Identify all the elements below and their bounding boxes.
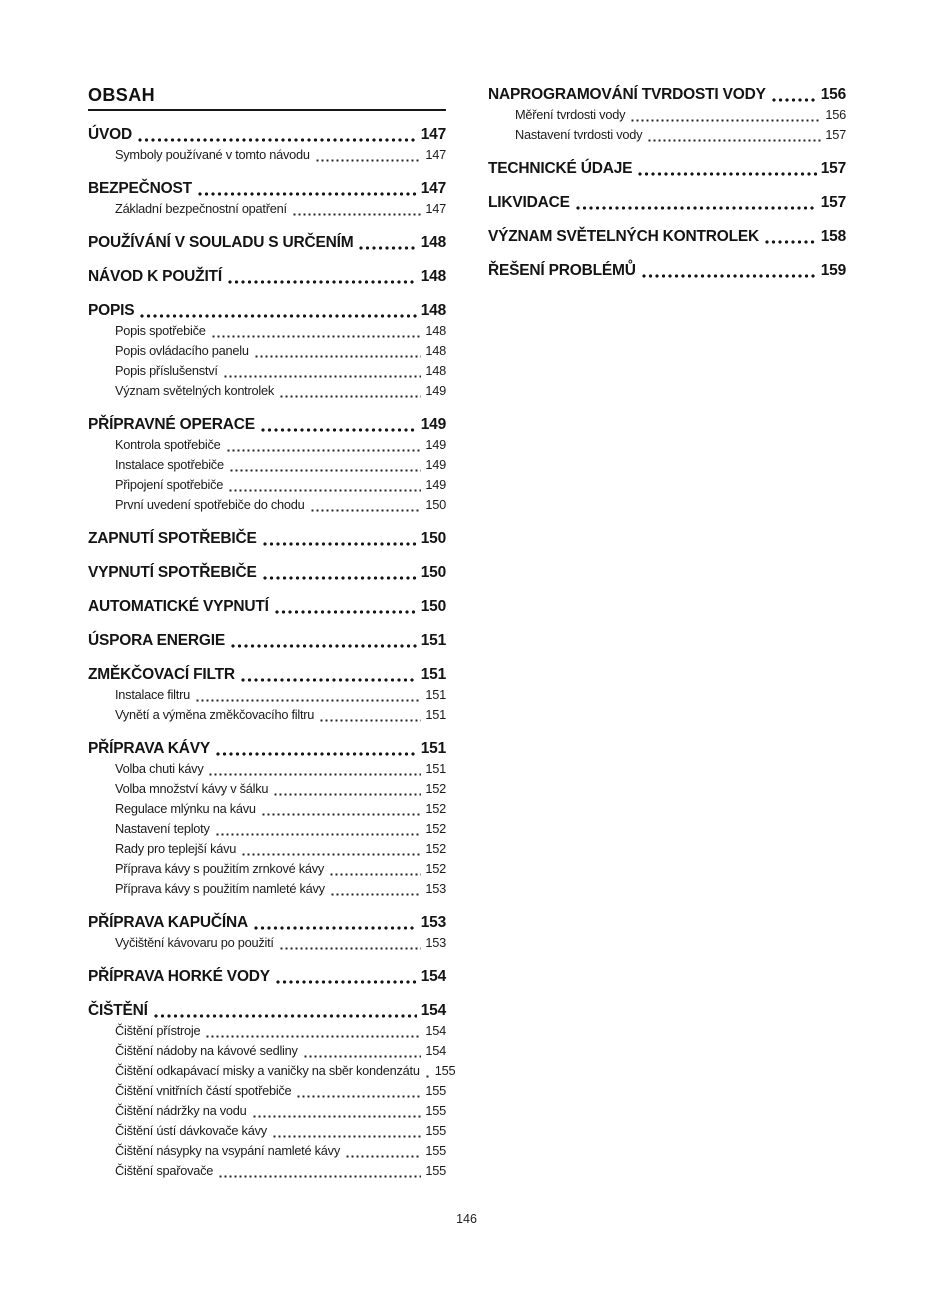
toc-subentry-page: 155 bbox=[434, 1063, 456, 1078]
dot-leader bbox=[330, 873, 421, 876]
toc-entry bbox=[88, 529, 446, 549]
toc-subentry bbox=[88, 859, 446, 879]
toc-entry bbox=[488, 193, 846, 213]
toc-subentry bbox=[88, 495, 446, 515]
toc-entry-title: ZMĚKČOVACÍ FILTR bbox=[88, 666, 235, 683]
dot-leader bbox=[273, 1135, 422, 1138]
toc-subentry-title: Popis příslušenství bbox=[115, 363, 218, 378]
toc-section bbox=[88, 267, 446, 287]
dot-leader bbox=[228, 280, 417, 284]
dot-leader bbox=[255, 355, 422, 358]
toc-subentry-page: 153 bbox=[425, 935, 446, 950]
toc-entry-title: ÚVOD bbox=[88, 126, 132, 143]
toc-subentry bbox=[88, 199, 446, 219]
toc-section bbox=[88, 415, 446, 515]
toc-subentry-page: 152 bbox=[425, 801, 446, 816]
toc-section bbox=[88, 967, 446, 987]
toc-section bbox=[88, 597, 446, 617]
toc-entry-title: VYPNUTÍ SPOTŘEBIČE bbox=[88, 564, 257, 581]
dot-leader bbox=[304, 1055, 422, 1058]
dot-leader bbox=[230, 469, 422, 472]
toc-subentry-title: Čištění nádržky na vodu bbox=[115, 1103, 247, 1118]
toc-entry-page: 150 bbox=[420, 530, 446, 547]
dot-leader bbox=[648, 139, 821, 142]
dot-leader bbox=[219, 1175, 421, 1178]
dot-leader bbox=[276, 980, 417, 984]
toc-entry-page: 156 bbox=[820, 86, 846, 103]
toc-subentry-title: Kontrola spotřebiče bbox=[115, 437, 221, 452]
toc-subentry-page: 152 bbox=[425, 821, 446, 836]
toc-subentry-page: 154 bbox=[425, 1023, 446, 1038]
toc-section bbox=[88, 1001, 456, 1181]
dot-leader bbox=[206, 1035, 421, 1038]
dot-leader bbox=[280, 947, 422, 950]
toc-subentry-title: Čištění ústí dávkovače kávy bbox=[115, 1123, 267, 1138]
toc-subentry-page: 152 bbox=[425, 781, 446, 796]
toc-section bbox=[88, 529, 446, 549]
toc-entry bbox=[88, 739, 446, 759]
toc-subentry-title: Volba chuti kávy bbox=[115, 761, 204, 776]
toc-subentry-title: První uvedení spotřebiče do chodu bbox=[115, 497, 305, 512]
toc-entry-title: AUTOMATICKÉ VYPNUTÍ bbox=[88, 598, 269, 615]
toc-subentry bbox=[88, 435, 446, 455]
toc-right-column bbox=[488, 85, 846, 281]
dot-leader bbox=[242, 853, 421, 856]
toc-subentry-page: 150 bbox=[425, 497, 446, 512]
toc-entry-page: 154 bbox=[420, 968, 446, 985]
toc-entry-title: NÁVOD K POUŽITÍ bbox=[88, 268, 222, 285]
toc-subentry-title: Symboly používané v tomto návodu bbox=[115, 147, 310, 162]
dot-leader bbox=[140, 314, 416, 318]
toc-subentry-page: 148 bbox=[425, 343, 446, 358]
toc-entry-page: 157 bbox=[820, 194, 846, 211]
dot-leader bbox=[138, 138, 417, 142]
dot-leader bbox=[426, 1075, 431, 1078]
dot-leader bbox=[311, 509, 422, 512]
toc-subentry-page: 152 bbox=[425, 861, 446, 876]
toc-entry-title: ZAPNUTÍ SPOTŘEBIČE bbox=[88, 530, 257, 547]
toc-subentry-page: 153 bbox=[425, 881, 446, 896]
toc-subentry bbox=[88, 1121, 446, 1141]
toc-subentry bbox=[88, 341, 446, 361]
toc-entry-title: POPIS bbox=[88, 302, 135, 319]
toc-subentry-page: 148 bbox=[425, 323, 446, 338]
dot-leader bbox=[224, 375, 422, 378]
toc-subentry-page: 149 bbox=[425, 477, 446, 492]
toc-entry-title: TECHNICKÉ ÚDAJE bbox=[488, 160, 633, 177]
toc-subentry-page: 154 bbox=[425, 1043, 446, 1058]
toc-subentry bbox=[88, 685, 446, 705]
toc-section bbox=[488, 159, 846, 179]
toc-subentry bbox=[88, 839, 446, 859]
toc-subentry-page: 149 bbox=[425, 437, 446, 452]
dot-leader bbox=[293, 213, 422, 216]
toc-section bbox=[88, 233, 446, 253]
dot-leader bbox=[359, 246, 416, 250]
toc-subentry-page: 151 bbox=[425, 761, 446, 776]
toc-subentry bbox=[488, 125, 846, 145]
toc-subentry bbox=[88, 381, 446, 401]
toc-subentry bbox=[488, 105, 846, 125]
toc-entry-page: 148 bbox=[420, 268, 446, 285]
toc-subentry bbox=[88, 475, 446, 495]
toc-list-right bbox=[488, 85, 846, 281]
toc-subentry-title: Vyčištění kávovaru po použití bbox=[115, 935, 274, 950]
toc-subentry bbox=[88, 455, 446, 475]
dot-leader bbox=[346, 1155, 421, 1158]
toc-entry bbox=[88, 597, 446, 617]
toc-subentry-title: Připojení spotřebiče bbox=[115, 477, 224, 492]
toc-subentry bbox=[88, 1061, 456, 1081]
toc-entry bbox=[88, 125, 446, 145]
toc-entry-title: PŘÍPRAVA KAPUČÍNA bbox=[88, 914, 248, 931]
toc-entry-page: 159 bbox=[820, 262, 846, 279]
dot-leader bbox=[631, 119, 821, 122]
dot-leader bbox=[638, 172, 816, 176]
dot-leader bbox=[576, 206, 817, 210]
toc-entry bbox=[488, 227, 846, 247]
toc-subentry bbox=[88, 1161, 446, 1181]
toc-section bbox=[488, 227, 846, 247]
toc-entry-title: ČIŠTĚNÍ bbox=[88, 1002, 148, 1019]
dot-leader bbox=[261, 428, 417, 432]
toc-subentry-title: Základní bezpečnostní opatření bbox=[115, 201, 287, 216]
toc-subentry-title: Čištění spařovače bbox=[115, 1163, 214, 1178]
toc-section bbox=[488, 193, 846, 213]
dot-leader bbox=[772, 98, 817, 102]
toc-subentry-title: Volba množství kávy v šálku bbox=[115, 781, 269, 796]
toc-subentry bbox=[88, 361, 446, 381]
toc-entry bbox=[88, 563, 446, 583]
toc-section bbox=[88, 125, 446, 165]
toc-subentry-title: Regulace mlýnku na kávu bbox=[115, 801, 256, 816]
dot-leader bbox=[320, 719, 421, 722]
toc-subentry-title: Význam světelných kontrolek bbox=[115, 383, 274, 398]
toc-section bbox=[488, 85, 846, 145]
dot-leader bbox=[642, 274, 817, 278]
toc-subentry-title: Čištění přístroje bbox=[115, 1023, 201, 1038]
toc-subentry-title: Čištění vnitřních částí spotřebiče bbox=[115, 1083, 292, 1098]
dot-leader bbox=[263, 542, 417, 546]
dot-leader bbox=[297, 1095, 421, 1098]
toc-subentry bbox=[88, 779, 446, 799]
dot-leader bbox=[241, 678, 417, 682]
toc-section bbox=[88, 563, 446, 583]
dot-leader bbox=[154, 1014, 417, 1018]
toc-entry-title: NAPROGRAMOVÁNÍ TVRDOSTI VODY bbox=[488, 86, 766, 103]
toc-subentry-page: 149 bbox=[425, 457, 446, 472]
toc-entry-title: VÝZNAM SVĚTELNÝCH KONTROLEK bbox=[488, 228, 760, 245]
toc-subentry-title: Příprava kávy s použitím namleté kávy bbox=[115, 881, 325, 896]
toc-entry bbox=[88, 267, 446, 287]
dot-leader bbox=[216, 752, 417, 756]
dot-leader bbox=[231, 644, 417, 648]
toc-subentry-page: 155 bbox=[425, 1083, 446, 1098]
dot-leader bbox=[209, 773, 421, 776]
toc-section bbox=[88, 665, 446, 725]
toc-subentry-title: Nastavení teploty bbox=[115, 821, 210, 836]
toc-entry-title: PŘÍPRAVA KÁVY bbox=[88, 740, 210, 757]
toc-entry-page: 151 bbox=[420, 666, 446, 683]
toc-entry bbox=[88, 415, 446, 435]
dot-leader bbox=[263, 576, 417, 580]
toc-subentry-title: Nastavení tvrdosti vody bbox=[515, 127, 643, 142]
toc-section bbox=[488, 261, 846, 281]
toc-subentry-title: Popis ovládacího panelu bbox=[115, 343, 249, 358]
toc-subentry-title: Příprava kávy s použitím zrnkové kávy bbox=[115, 861, 325, 876]
toc-subentry bbox=[88, 933, 446, 953]
dot-leader bbox=[216, 833, 422, 836]
dot-leader bbox=[274, 793, 421, 796]
toc-entry bbox=[88, 233, 446, 253]
toc-subentry bbox=[88, 879, 446, 899]
toc-entry-page: 149 bbox=[420, 416, 446, 433]
dot-leader bbox=[275, 610, 417, 614]
toc-subentry-title: Čištění odkapávací misky a vaničky na sběr kondenzátu bbox=[115, 1063, 420, 1078]
dot-leader bbox=[253, 1115, 422, 1118]
toc-subentry-page: 147 bbox=[425, 201, 446, 216]
toc-entry-title: PŘÍPRAVA HORKÉ VODY bbox=[88, 968, 270, 985]
toc-entry bbox=[88, 913, 446, 933]
dot-leader bbox=[212, 335, 422, 338]
toc-entry-page: 147 bbox=[420, 126, 446, 143]
toc-subentry-page: 151 bbox=[425, 707, 446, 722]
toc-subentry-page: 155 bbox=[425, 1143, 446, 1158]
page-number: 146 bbox=[456, 1212, 477, 1226]
dot-leader bbox=[254, 926, 417, 930]
toc-entry bbox=[488, 261, 846, 281]
toc-subentry bbox=[88, 1041, 446, 1061]
dot-leader bbox=[227, 449, 422, 452]
toc-entry bbox=[88, 631, 446, 651]
page-title: OBSAH bbox=[88, 85, 446, 111]
toc-entry-page: 151 bbox=[420, 632, 446, 649]
toc-subentry bbox=[88, 759, 446, 779]
toc-entry bbox=[88, 179, 446, 199]
toc-subentry-page: 157 bbox=[825, 127, 846, 142]
dot-leader bbox=[280, 395, 421, 398]
toc-entry-title: PŘÍPRAVNÉ OPERACE bbox=[88, 416, 255, 433]
dot-leader bbox=[196, 699, 421, 702]
toc-entry bbox=[88, 1001, 446, 1021]
toc-entry-title: ŘEŠENÍ PROBLÉMŮ bbox=[488, 262, 636, 279]
toc-subentry bbox=[88, 1141, 446, 1161]
toc-subentry-title: Instalace spotřebiče bbox=[115, 457, 224, 472]
toc-entry bbox=[88, 665, 446, 685]
toc-subentry bbox=[88, 799, 446, 819]
toc-entry-page: 148 bbox=[420, 302, 446, 319]
toc-subentry bbox=[88, 321, 446, 341]
toc-subentry-page: 156 bbox=[825, 107, 846, 122]
toc-subentry-page: 152 bbox=[425, 841, 446, 856]
toc-subentry-page: 149 bbox=[425, 383, 446, 398]
toc-subentry-page: 151 bbox=[425, 687, 446, 702]
dot-leader bbox=[262, 813, 422, 816]
toc-subentry bbox=[88, 1101, 446, 1121]
toc-subentry-page: 155 bbox=[425, 1123, 446, 1138]
toc-section bbox=[88, 739, 446, 899]
toc-entry-title: LIKVIDACE bbox=[488, 194, 570, 211]
toc-entry-title: POUŽÍVÁNÍ V SOULADU S URČENÍM bbox=[88, 234, 354, 251]
toc-entry-page: 147 bbox=[420, 180, 446, 197]
toc-list-left bbox=[88, 125, 456, 1181]
toc-section bbox=[88, 913, 446, 953]
toc-subentry-page: 155 bbox=[425, 1103, 446, 1118]
dot-leader bbox=[229, 489, 421, 492]
toc-subentry-page: 155 bbox=[425, 1163, 446, 1178]
toc-subentry bbox=[88, 145, 446, 165]
dot-leader bbox=[765, 240, 817, 244]
toc-entry bbox=[488, 159, 846, 179]
toc-entry-page: 150 bbox=[420, 564, 446, 581]
toc-entry bbox=[88, 967, 446, 987]
toc-entry bbox=[88, 301, 446, 321]
toc-subentry bbox=[88, 1021, 446, 1041]
toc-subentry-page: 148 bbox=[425, 363, 446, 378]
toc-entry-title: BEZPEČNOST bbox=[88, 180, 192, 197]
toc-entry-page: 150 bbox=[420, 598, 446, 615]
dot-leader bbox=[316, 159, 422, 162]
toc-entry bbox=[488, 85, 846, 105]
toc-subentry-title: Čištění násypky na vsypání namleté kávy bbox=[115, 1143, 340, 1158]
toc-subentry bbox=[88, 1081, 446, 1101]
toc-entry-page: 154 bbox=[420, 1002, 446, 1019]
toc-entry-page: 153 bbox=[420, 914, 446, 931]
toc-entry-title: ÚSPORA ENERGIE bbox=[88, 632, 226, 649]
toc-entry-page: 157 bbox=[820, 160, 846, 177]
toc-subentry bbox=[88, 819, 446, 839]
dot-leader bbox=[198, 192, 417, 196]
toc-subentry-page: 147 bbox=[425, 147, 446, 162]
toc-entry-page: 158 bbox=[820, 228, 846, 245]
toc-subentry bbox=[88, 705, 446, 725]
dot-leader bbox=[331, 893, 422, 896]
toc-subentry-title: Rady pro teplejší kávu bbox=[115, 841, 237, 856]
toc-entry-page: 148 bbox=[420, 234, 446, 251]
toc-subentry-title: Instalace filtru bbox=[115, 687, 190, 702]
toc-subentry-title: Měření tvrdosti vody bbox=[515, 107, 626, 122]
toc-subentry-title: Popis spotřebiče bbox=[115, 323, 206, 338]
toc-left-column bbox=[88, 85, 456, 1181]
toc-subentry-title: Čištění nádoby na kávové sedliny bbox=[115, 1043, 298, 1058]
toc-entry-page: 151 bbox=[420, 740, 446, 757]
toc-section bbox=[88, 301, 446, 401]
toc-section bbox=[88, 631, 446, 651]
toc-subentry-title: Vynětí a výměna změkčovacího filtru bbox=[115, 707, 315, 722]
toc-section bbox=[88, 179, 446, 219]
